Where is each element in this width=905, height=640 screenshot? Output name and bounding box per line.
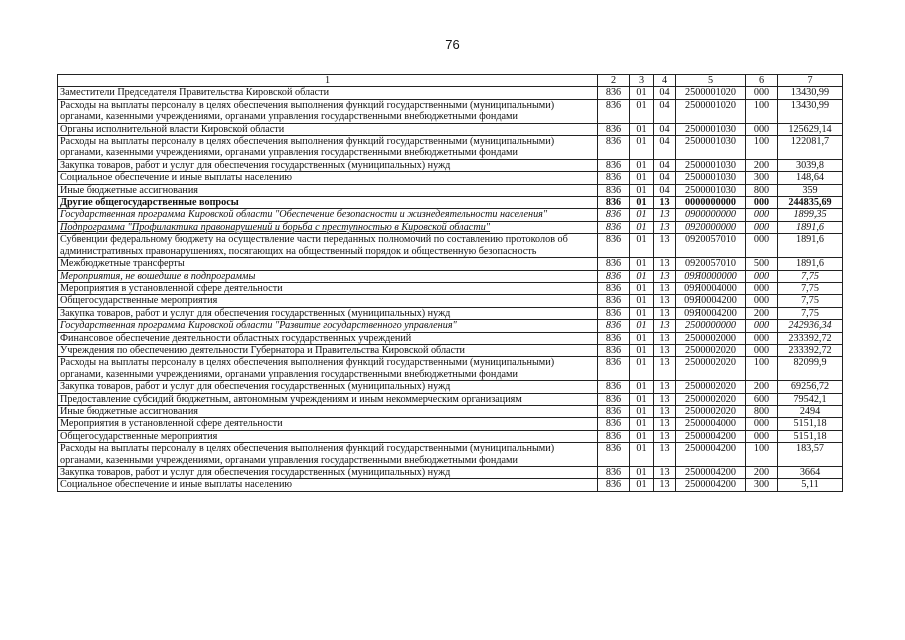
subsection-cell: 13	[654, 443, 676, 467]
subsection-cell: 04	[654, 184, 676, 196]
target-article-cell: 2500004200	[676, 430, 746, 442]
table-row	[58, 295, 843, 307]
item-name-cell: Закупка товаров, работ и услуг для обеспечения государственных (муниципальных) нужд	[58, 159, 598, 171]
department-code-cell: 836	[598, 467, 630, 479]
amount-cell: 1899,35	[778, 209, 843, 221]
table-row	[58, 344, 843, 356]
section-cell: 01	[630, 467, 654, 479]
amount-cell: 3664	[778, 467, 843, 479]
section-cell: 01	[630, 430, 654, 442]
department-code-cell: 836	[598, 418, 630, 430]
subsection-cell: 13	[654, 430, 676, 442]
target-article-cell: 2500004200	[676, 443, 746, 467]
item-name-cell: Иные бюджетные ассигнования	[58, 405, 598, 417]
expense-type-cell: 000	[746, 123, 778, 135]
subsection-cell: 13	[654, 320, 676, 332]
item-name-cell: Мероприятия, не вошедшие в подпрограммы	[58, 270, 598, 282]
amount-cell: 7,75	[778, 270, 843, 282]
item-name-cell: Социальное обеспечение и иные выплаты населению	[58, 172, 598, 184]
expense-type-cell: 100	[746, 99, 778, 123]
amount-cell: 79542,1	[778, 393, 843, 405]
expense-type-cell: 300	[746, 172, 778, 184]
department-code-cell: 836	[598, 123, 630, 135]
table-row	[58, 418, 843, 430]
amount-cell: 359	[778, 184, 843, 196]
table-row	[58, 393, 843, 405]
section-cell: 01	[630, 258, 654, 270]
expense-type-cell: 000	[746, 221, 778, 233]
department-code-cell: 836	[598, 344, 630, 356]
subsection-cell: 13	[654, 282, 676, 294]
amount-cell: 7,75	[778, 295, 843, 307]
amount-cell: 1891,6	[778, 234, 843, 258]
section-cell: 01	[630, 344, 654, 356]
section-cell: 01	[630, 393, 654, 405]
amount-cell: 1891,6	[778, 221, 843, 233]
item-name-cell: Расходы на выплаты персоналу в целях обеспечения выполнения функций государственными (муниципальными) органами, казенными учреждениями, органами управления государственными внебюджетными фондами	[58, 99, 598, 123]
target-article-cell: 2500002020	[676, 405, 746, 417]
subsection-cell: 13	[654, 357, 676, 381]
item-name-cell: Общегосударственные мероприятия	[58, 430, 598, 442]
amount-cell: 244835,69	[778, 197, 843, 209]
amount-cell: 5,11	[778, 479, 843, 491]
amount-cell: 233392,72	[778, 344, 843, 356]
header-cell: 7	[778, 75, 843, 87]
section-cell: 01	[630, 136, 654, 160]
expense-type-cell: 200	[746, 307, 778, 319]
department-code-cell: 836	[598, 320, 630, 332]
section-cell: 01	[630, 479, 654, 491]
department-code-cell: 836	[598, 172, 630, 184]
header-cell: 2	[598, 75, 630, 87]
table-row	[58, 87, 843, 99]
subsection-cell: 04	[654, 99, 676, 123]
item-name-cell: Закупка товаров, работ и услуг для обеспечения государственных (муниципальных) нужд	[58, 467, 598, 479]
target-article-cell: 0000000000	[676, 197, 746, 209]
department-code-cell: 836	[598, 136, 630, 160]
section-cell: 01	[630, 234, 654, 258]
budget-table	[57, 74, 843, 492]
expense-type-cell: 000	[746, 209, 778, 221]
department-code-cell: 836	[598, 184, 630, 196]
section-cell: 01	[630, 320, 654, 332]
table-row	[58, 209, 843, 221]
department-code-cell: 836	[598, 87, 630, 99]
section-cell: 01	[630, 87, 654, 99]
target-article-cell: 2500002000	[676, 332, 746, 344]
section-cell: 01	[630, 209, 654, 221]
amount-cell: 5151,18	[778, 418, 843, 430]
department-code-cell: 836	[598, 234, 630, 258]
header-cell: 4	[654, 75, 676, 87]
amount-cell: 122081,7	[778, 136, 843, 160]
table-row	[58, 443, 843, 467]
amount-cell: 13430,99	[778, 99, 843, 123]
item-name-cell: Другие общегосударственные вопросы	[58, 197, 598, 209]
subsection-cell: 13	[654, 234, 676, 258]
department-code-cell: 836	[598, 197, 630, 209]
subsection-cell: 13	[654, 221, 676, 233]
department-code-cell: 836	[598, 270, 630, 282]
department-code-cell: 836	[598, 221, 630, 233]
subsection-cell: 04	[654, 136, 676, 160]
expense-type-cell: 500	[746, 258, 778, 270]
item-name-cell: Расходы на выплаты персоналу в целях обеспечения выполнения функций государственными (муниципальными) органами, казенными учреждениями, органами управления государственными внебюджетными фондами	[58, 136, 598, 160]
expense-type-cell: 800	[746, 184, 778, 196]
amount-cell: 148,64	[778, 172, 843, 184]
item-name-cell: Учреждения по обеспечению деятельности Губернатора и Правительства Кировской области	[58, 344, 598, 356]
subsection-cell: 13	[654, 307, 676, 319]
item-name-cell: Финансовое обеспечение деятельности областных государственных учреждений	[58, 332, 598, 344]
item-name-cell: Мероприятия в установленной сфере деятельности	[58, 282, 598, 294]
expense-type-cell: 200	[746, 467, 778, 479]
expense-type-cell: 000	[746, 418, 778, 430]
item-name-cell: Государственная программа Кировской области "Развитие государственного управления"	[58, 320, 598, 332]
table-row	[58, 479, 843, 491]
amount-cell: 2494	[778, 405, 843, 417]
section-cell: 01	[630, 184, 654, 196]
amount-cell: 5151,18	[778, 430, 843, 442]
expense-type-cell: 100	[746, 443, 778, 467]
expense-type-cell: 200	[746, 159, 778, 171]
header-cell: 6	[746, 75, 778, 87]
section-cell: 01	[630, 405, 654, 417]
department-code-cell: 836	[598, 99, 630, 123]
target-article-cell: 09Я0004000	[676, 282, 746, 294]
subsection-cell: 04	[654, 159, 676, 171]
item-name-cell: Иные бюджетные ассигнования	[58, 184, 598, 196]
table-row	[58, 307, 843, 319]
section-cell: 01	[630, 221, 654, 233]
section-cell: 01	[630, 295, 654, 307]
section-cell: 01	[630, 172, 654, 184]
target-article-cell: 2500001030	[676, 184, 746, 196]
item-name-cell: Заместители Председателя Правительства Кировской области	[58, 87, 598, 99]
section-cell: 01	[630, 443, 654, 467]
department-code-cell: 836	[598, 357, 630, 381]
table-row	[58, 184, 843, 196]
subsection-cell: 13	[654, 479, 676, 491]
table-row	[58, 320, 843, 332]
subsection-cell: 13	[654, 344, 676, 356]
table-row	[58, 381, 843, 393]
page-number: 76	[445, 37, 460, 52]
expense-type-cell: 300	[746, 479, 778, 491]
department-code-cell: 836	[598, 282, 630, 294]
expense-type-cell: 000	[746, 270, 778, 282]
target-article-cell: 0920057010	[676, 258, 746, 270]
target-article-cell: 2500002020	[676, 344, 746, 356]
table-row	[58, 258, 843, 270]
item-name-cell: Межбюджетные трансферты	[58, 258, 598, 270]
target-article-cell: 2500001030	[676, 123, 746, 135]
target-article-cell: 2500002020	[676, 381, 746, 393]
expense-type-cell: 000	[746, 87, 778, 99]
section-cell: 01	[630, 197, 654, 209]
table-row	[58, 430, 843, 442]
department-code-cell: 836	[598, 209, 630, 221]
department-code-cell: 836	[598, 307, 630, 319]
table-row	[58, 123, 843, 135]
section-cell: 01	[630, 418, 654, 430]
target-article-cell: 09Я0004200	[676, 295, 746, 307]
amount-cell: 7,75	[778, 307, 843, 319]
department-code-cell: 836	[598, 295, 630, 307]
expense-type-cell: 000	[746, 430, 778, 442]
table-row	[58, 197, 843, 209]
expense-type-cell: 000	[746, 282, 778, 294]
expense-type-cell: 000	[746, 197, 778, 209]
target-article-cell: 0920057010	[676, 234, 746, 258]
header-cell: 5	[676, 75, 746, 87]
amount-cell: 7,75	[778, 282, 843, 294]
amount-cell: 125629,14	[778, 123, 843, 135]
target-article-cell: 2500000000	[676, 320, 746, 332]
amount-cell: 69256,72	[778, 381, 843, 393]
table-row	[58, 172, 843, 184]
target-article-cell: 0900000000	[676, 209, 746, 221]
department-code-cell: 836	[598, 393, 630, 405]
expense-type-cell: 200	[746, 381, 778, 393]
section-cell: 01	[630, 123, 654, 135]
amount-cell: 1891,6	[778, 258, 843, 270]
target-article-cell: 2500001030	[676, 159, 746, 171]
department-code-cell: 836	[598, 258, 630, 270]
expense-type-cell: 100	[746, 136, 778, 160]
table-row	[58, 405, 843, 417]
target-article-cell: 2500001020	[676, 87, 746, 99]
amount-cell: 183,57	[778, 443, 843, 467]
item-name-cell: Мероприятия в установленной сфере деятельности	[58, 418, 598, 430]
section-cell: 01	[630, 159, 654, 171]
table-row	[58, 467, 843, 479]
item-name-cell: Закупка товаров, работ и услуг для обеспечения государственных (муниципальных) нужд	[58, 307, 598, 319]
target-article-cell: 2500001030	[676, 172, 746, 184]
expense-type-cell: 000	[746, 332, 778, 344]
section-cell: 01	[630, 282, 654, 294]
amount-cell: 242936,34	[778, 320, 843, 332]
expense-type-cell: 000	[746, 320, 778, 332]
subsection-cell: 13	[654, 270, 676, 282]
section-cell: 01	[630, 270, 654, 282]
target-article-cell: 2500001030	[676, 136, 746, 160]
table-row	[58, 221, 843, 233]
subsection-cell: 04	[654, 87, 676, 99]
department-code-cell: 836	[598, 479, 630, 491]
subsection-cell: 13	[654, 467, 676, 479]
item-name-cell: Социальное обеспечение и иные выплаты населению	[58, 479, 598, 491]
item-name-cell: Подпрограмма "Профилактика правонарушений и борьба с преступностью в Кировской области"	[58, 221, 598, 233]
subsection-cell: 04	[654, 172, 676, 184]
item-name-cell: Расходы на выплаты персоналу в целях обеспечения выполнения функций государственными (муниципальными) органами, казенными учреждениями, органами управления государственными внебюджетными фондами	[58, 443, 598, 467]
item-name-cell: Закупка товаров, работ и услуг для обеспечения государственных (муниципальных) нужд	[58, 381, 598, 393]
subsection-cell: 13	[654, 405, 676, 417]
table-row	[58, 357, 843, 381]
expense-type-cell: 600	[746, 393, 778, 405]
expense-type-cell: 000	[746, 295, 778, 307]
target-article-cell: 2500004200	[676, 479, 746, 491]
target-article-cell: 09Я0000000	[676, 270, 746, 282]
target-article-cell: 2500002020	[676, 393, 746, 405]
subsection-cell: 13	[654, 295, 676, 307]
amount-cell: 3039,8	[778, 159, 843, 171]
target-article-cell: 09Я0004200	[676, 307, 746, 319]
section-cell: 01	[630, 307, 654, 319]
amount-cell: 13430,99	[778, 87, 843, 99]
department-code-cell: 836	[598, 443, 630, 467]
department-code-cell: 836	[598, 405, 630, 417]
expense-type-cell: 100	[746, 357, 778, 381]
target-article-cell: 2500004000	[676, 418, 746, 430]
expense-type-cell: 000	[746, 234, 778, 258]
department-code-cell: 836	[598, 332, 630, 344]
table-row	[58, 234, 843, 258]
amount-cell: 82099,9	[778, 357, 843, 381]
subsection-cell: 13	[654, 197, 676, 209]
item-name-cell: Органы исполнительной власти Кировской области	[58, 123, 598, 135]
subsection-cell: 04	[654, 123, 676, 135]
department-code-cell: 836	[598, 381, 630, 393]
subsection-cell: 13	[654, 418, 676, 430]
subsection-cell: 13	[654, 209, 676, 221]
target-article-cell: 2500004200	[676, 467, 746, 479]
subsection-cell: 13	[654, 381, 676, 393]
expense-type-cell: 000	[746, 344, 778, 356]
table-row	[58, 270, 843, 282]
table-row	[58, 282, 843, 294]
table-row	[58, 159, 843, 171]
target-article-cell: 0920000000	[676, 221, 746, 233]
table-header-row	[58, 75, 843, 87]
header-cell: 3	[630, 75, 654, 87]
target-article-cell: 2500001020	[676, 99, 746, 123]
department-code-cell: 836	[598, 430, 630, 442]
table-row	[58, 99, 843, 123]
table-row	[58, 136, 843, 160]
target-article-cell: 2500002020	[676, 357, 746, 381]
subsection-cell: 13	[654, 258, 676, 270]
section-cell: 01	[630, 357, 654, 381]
header-cell: 1	[58, 75, 598, 87]
item-name-cell: Предоставление субсидий бюджетным, автономным учреждениям и иным некоммерческим организациям	[58, 393, 598, 405]
section-cell: 01	[630, 381, 654, 393]
item-name-cell: Субвенции федеральному бюджету на осуществление части переданных полномочий по составлению протоколов об административных правонарушениях, посягающих на общественный порядок и общественную безопасность	[58, 234, 598, 258]
item-name-cell: Расходы на выплаты персоналу в целях обеспечения выполнения функций государственными (муниципальными) органами, казенными учреждениями, органами управления государственными внебюджетными фондами	[58, 357, 598, 381]
amount-cell: 233392,72	[778, 332, 843, 344]
section-cell: 01	[630, 332, 654, 344]
subsection-cell: 13	[654, 393, 676, 405]
expense-type-cell: 800	[746, 405, 778, 417]
subsection-cell: 13	[654, 332, 676, 344]
item-name-cell: Общегосударственные мероприятия	[58, 295, 598, 307]
section-cell: 01	[630, 99, 654, 123]
department-code-cell: 836	[598, 159, 630, 171]
item-name-cell: Государственная программа Кировской области "Обеспечение безопасности и жизнедеятельности населения"	[58, 209, 598, 221]
table-row	[58, 332, 843, 344]
